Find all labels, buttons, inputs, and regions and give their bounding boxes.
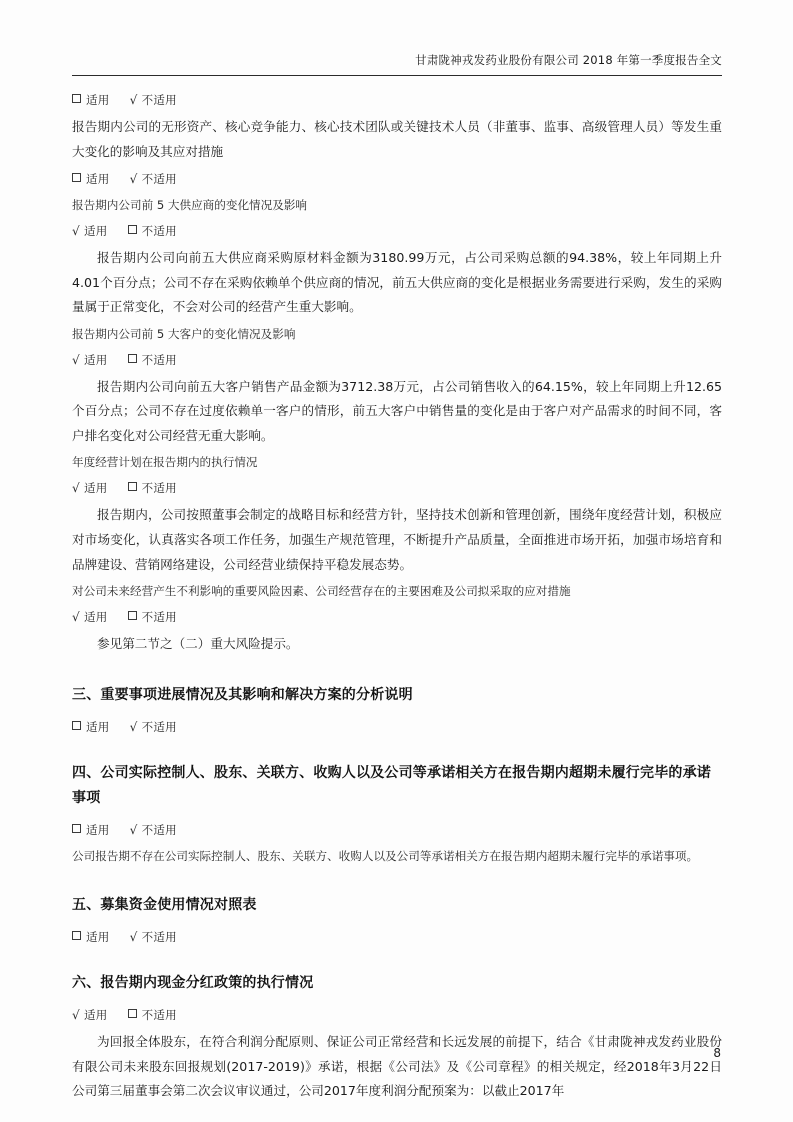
- paragraph-top5-suppliers: 报告期内公司向前五大供应商采购原材料金额为3180.99万元，占公司采购总额的94.38%，较上年同期上升4.01个百分点；公司不存在采购依赖单个供应商的情况，前五大供应商的变化是根据业务需要进行采购，发生的采购量属于正常变化，不会对公司的经营产生重大影响。: [72, 250, 722, 315]
- option-row-9: [72, 929, 722, 945]
- option-row-4: [72, 352, 722, 368]
- document-body: [72, 92, 722, 1104]
- checkmark-icon: √: [129, 823, 138, 838]
- heading-top5-customers: 报告期内公司前 5 大客户的变化情况及影响: [72, 326, 296, 341]
- heading-risk-factors: 对公司未来经营产生不利影响的重要风险因素、公司经营存在的主要困难及公司拟采取的应对措施: [72, 584, 571, 599]
- option-applicable[interactable]: [72, 1008, 108, 1022]
- option-not-applicable[interactable]: [128, 353, 177, 367]
- option-applicable[interactable]: [72, 823, 110, 837]
- option-not-applicable[interactable]: [128, 1008, 177, 1022]
- page-content: [72, 52, 722, 1106]
- checkbox-icon: [72, 173, 81, 182]
- option-applicable[interactable]: [72, 481, 108, 495]
- paragraph-top5-customers: 报告期内公司向前五大客户销售产品金额为3712.38万元，占公司销售收入的64.15%，较上年同期上升12.65个百分点；公司不存在过度依赖单一客户的情形，前五大客户中销售量的变化是由于客户对产品需求的时间不同，客户排名变化对公司经营无重大影响。: [72, 378, 722, 443]
- option-applicable-label: 适用: [86, 172, 110, 187]
- option-row-10: [72, 1007, 722, 1023]
- section-heading-three: 三、重要事项进展情况及其影响和解决方案的分析说明: [72, 686, 413, 703]
- option-not-applicable-label: 不适用: [141, 172, 177, 187]
- option-not-applicable-label: 不适用: [141, 93, 177, 107]
- checkbox-icon: [128, 611, 137, 620]
- checkmark-icon: √: [72, 352, 80, 367]
- option-not-applicable-label: 不适用: [141, 823, 177, 838]
- option-applicable-label: 适用: [86, 719, 110, 734]
- checkmark-icon: √: [129, 172, 138, 187]
- checkbox-icon: [128, 354, 137, 363]
- option-not-applicable-label: 不适用: [141, 352, 177, 367]
- option-applicable[interactable]: [72, 172, 110, 186]
- option-not-applicable-label: 不适用: [141, 1008, 177, 1023]
- option-applicable-label: 适用: [83, 481, 108, 496]
- paragraph-annual-plan: 报告期内，公司按照董事会制定的战略目标和经营方针，坚持技术创新和管理创新，围绕年度经营计划，积极应对市场变化，认真落实各项工作任务，加强生产规范管理，不断提升产品质量，全面推进市场开拓，加强市场培育和品牌建设、营销网络建设，公司经营业绩保持平稳发展态势。: [72, 507, 722, 572]
- option-row-8: [72, 822, 722, 838]
- checkbox-icon: [72, 931, 81, 940]
- checkbox-icon: [72, 721, 81, 730]
- option-not-applicable[interactable]: [130, 823, 177, 837]
- checkbox-icon: [128, 482, 137, 491]
- heading-top5-suppliers: 报告期内公司前 5 大供应商的变化情况及影响: [72, 198, 308, 213]
- option-row-3: [72, 223, 722, 239]
- option-applicable[interactable]: [72, 353, 108, 367]
- option-not-applicable-label: 不适用: [141, 930, 177, 945]
- page-number: 8: [713, 1046, 721, 1060]
- option-applicable-label: 适用: [86, 93, 110, 107]
- option-applicable-label: 适用: [83, 1008, 108, 1023]
- paragraph-dividend-policy: 为回报全体股东，在符合利润分配原则、保证公司正常经营和长远发展的前提下，结合《甘肃陇神戎发药业股份有限公司未来股东回报规划(2017-2019)》承诺，根据《公司法》及《公司章程》的相关规定，经2018年3月22日公司第三届董事会第二次会议审议通过，公司2017年度利润分配预案为：以截止2017年: [72, 1034, 722, 1099]
- option-not-applicable-label: 不适用: [141, 719, 177, 734]
- checkbox-icon: [128, 225, 137, 234]
- option-applicable-label: 适用: [83, 610, 108, 625]
- checkmark-icon: √: [72, 481, 80, 496]
- option-applicable[interactable]: [72, 930, 110, 944]
- option-applicable-label: 适用: [86, 930, 110, 945]
- option-not-applicable[interactable]: [128, 224, 177, 238]
- paragraph-intangible-assets: 报告期内公司的无形资产、核心竞争能力、核心技术团队或关键技术人员（非董事、监事、高级管理人员）等发生重大变化的影响及其应对措施: [72, 119, 722, 159]
- checkmark-icon: √: [129, 719, 138, 734]
- option-not-applicable[interactable]: [128, 481, 177, 495]
- checkmark-icon: √: [129, 93, 138, 107]
- option-not-applicable[interactable]: [130, 93, 177, 107]
- option-not-applicable[interactable]: [130, 930, 177, 944]
- option-applicable[interactable]: [72, 610, 108, 624]
- option-not-applicable-label: 不适用: [141, 481, 177, 496]
- checkbox-icon: [128, 1009, 137, 1018]
- heading-annual-plan: 年度经营计划在报告期内的执行情况: [72, 455, 258, 470]
- section-heading-five: 五、募集资金使用情况对照表: [72, 897, 257, 914]
- checkmark-icon: √: [72, 224, 80, 239]
- option-row-1: [72, 92, 722, 108]
- checkbox-icon: [72, 824, 81, 833]
- option-not-applicable-label: 不适用: [141, 610, 177, 625]
- option-row-2: [72, 171, 722, 187]
- paragraph-commitments: 公司报告期不存在公司实际控制人、股东、关联方、收购人以及公司等承诺相关方在报告期内超期未履行完毕的承诺事项。: [72, 849, 699, 864]
- checkmark-icon: √: [72, 1008, 80, 1023]
- checkmark-icon: √: [72, 610, 80, 625]
- checkbox-icon: [72, 94, 81, 103]
- paragraph-risk-reference: 参见第二节之（二）重大风险提示。: [97, 636, 299, 652]
- option-row-5: [72, 480, 722, 496]
- option-row-6: [72, 609, 722, 625]
- section-heading-six: 六、报告期内现金分红政策的执行情况: [72, 975, 314, 992]
- option-not-applicable[interactable]: [130, 720, 177, 734]
- running-header: 甘肃陇神戎发药业股份有限公司 2018 年第一季度报告全文: [415, 53, 722, 67]
- option-applicable-label: 适用: [86, 823, 110, 838]
- option-not-applicable[interactable]: [130, 172, 177, 186]
- section-heading-four: 四、公司实际控制人、股东、关联方、收购人以及公司等承诺相关方在报告期内超期未履行完毕的承诺事项: [72, 764, 711, 807]
- option-not-applicable-label: 不适用: [141, 224, 177, 239]
- option-applicable-label: 适用: [83, 224, 108, 239]
- option-applicable[interactable]: [72, 224, 108, 238]
- option-not-applicable[interactable]: [128, 610, 177, 624]
- option-applicable-label: 适用: [83, 352, 108, 367]
- checkmark-icon: √: [129, 930, 138, 945]
- option-row-7: [72, 719, 722, 735]
- option-applicable[interactable]: [72, 93, 110, 107]
- header-rule: [72, 75, 722, 76]
- option-applicable[interactable]: [72, 720, 110, 734]
